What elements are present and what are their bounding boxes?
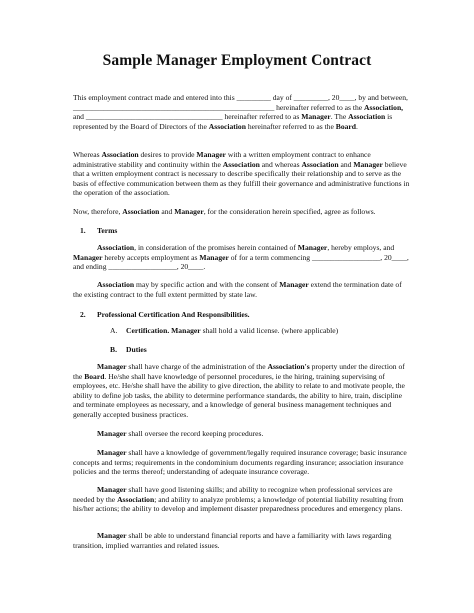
term-manager: Manager (196, 150, 226, 159)
term-association: Association's (267, 362, 310, 371)
terms-paragraph-2 (73, 280, 411, 299)
duties-label: Duties (126, 345, 147, 354)
text: believe that a written employment contract is necessary to describe specifically their relationship and to serve as the basis of effective communication between them as they fulfill their governance and administrative functions in the operation of the association. (73, 159, 410, 198)
text: and (159, 207, 175, 216)
text: ; and ability to analyze problems; a knowledge of potential liability resulting from his/her actions; the ability to develop and implement disaster preparedness procedures and emergency plans. (73, 494, 404, 514)
text: shall oversee the record keeping procedures. (126, 429, 264, 438)
term-manager: Manager (97, 362, 127, 371)
text: desires to provide (138, 150, 197, 159)
text: . He/she shall have knowledge of personnel procedures, ie the hiring, training supervising of employees, etc. He/she shall have the ability to give direction, the ability to relate to and motivate people, the ability to define job tasks, the ability to determine performance standards, the ability to hire, train, discipline and terminate employees as necessary, and a knowledge of general business management techniques and generally accepted business practices. (73, 371, 405, 419)
text: , in consideration of the promises herein contained of (134, 243, 298, 252)
term-association: Association (117, 494, 155, 504)
terms-paragraph-1 (73, 243, 411, 272)
text: shall hold a valid license. (where applicable) (200, 326, 339, 335)
document-title: Sample Manager Employment Contract (102, 52, 372, 69)
text: property under the direction of the (73, 362, 405, 381)
term-association: Association (348, 112, 386, 122)
term-manager: Manager (353, 159, 383, 169)
text: Whereas (73, 150, 102, 159)
text: shall be able to understand financial reports and have a familiarity with laws regarding transition, implied warranties and related issues. (73, 531, 392, 550)
term-manager: Manager (279, 280, 309, 289)
section-1-number: 1. (80, 226, 86, 235)
item-a-certification (110, 326, 338, 336)
therefore-paragraph (73, 207, 411, 217)
term-manager: Manager (97, 485, 127, 494)
term-board: Board (84, 371, 105, 381)
section-2-heading: Professional Certification And Responsibilities. (97, 310, 250, 319)
term-board: Board (335, 121, 357, 131)
text: hereinafter referred to as the (245, 121, 336, 131)
section-1-heading: Terms (97, 226, 118, 235)
term-association: Association (101, 150, 139, 159)
text: of for a term commencing __________________, 20____, and ending __________________, 20____. (73, 252, 409, 272)
text: . The (330, 112, 349, 122)
item-b-duties (110, 345, 147, 355)
term-association: Association (97, 243, 135, 252)
term-manager: Manager (174, 207, 204, 216)
term-manager: Manager (297, 243, 328, 252)
text: , hereby employs, and (327, 243, 395, 252)
term-manager: Manager (199, 252, 229, 262)
duties-paragraph-3 (73, 448, 411, 477)
text: and ____________________________________ hereinafter referred to as (73, 112, 302, 122)
duties-paragraph-4 (73, 485, 411, 514)
text: shall have charge of the administration of the (126, 362, 268, 371)
duties-paragraph-2 (73, 429, 411, 439)
text: shall have good listening skills; and ability to recognize when professional services are needed by the (73, 485, 393, 504)
term-association: Association, (364, 102, 404, 112)
text: Now, therefore, (73, 207, 123, 216)
term-manager: Manager (97, 531, 127, 540)
text: and (338, 159, 354, 169)
term-association: Association (222, 159, 260, 169)
whereas-paragraph (73, 150, 411, 198)
term-manager: Manager (97, 429, 127, 438)
term-association: Association (208, 121, 246, 131)
term-association: Association (97, 280, 135, 289)
text: may by specific action and with the consent of (134, 280, 280, 289)
text: . (356, 121, 358, 131)
certification-label: Certification. (126, 326, 170, 335)
section-2-number: 2. (80, 310, 86, 319)
text: is represented by the Board of Directors of the (73, 112, 393, 131)
text: This employment contract made and entered into this _________ day of _________, 20____, by and between, _____________________________________________________ hereinafter referred to as the (73, 93, 408, 112)
term-manager: Manager (301, 112, 331, 122)
item-b-letter: B. (110, 345, 117, 354)
term-association: Association (301, 159, 339, 169)
item-a-letter: A. (110, 326, 118, 335)
term-association: Association (122, 207, 160, 216)
term-manager: Manager (73, 252, 103, 262)
text: and whereas (259, 159, 302, 169)
duties-paragraph-5 (73, 531, 411, 550)
text: with a written employment contract to enhance administrative stability and continuity within the (73, 150, 371, 169)
intro-paragraph (73, 93, 411, 131)
duties-paragraph-1 (73, 362, 411, 420)
text: extend the termination date of the existing contract to the full extent permitted by state law. (73, 280, 402, 299)
term-manager: Manager (97, 448, 127, 457)
text: hereby accepts employment as (102, 252, 200, 262)
term-manager: Manager (171, 326, 201, 335)
text: shall have a knowledge of government/legally required insurance coverage; basic insurance concepts and terms; requirements in the condominium documents regarding insurance; association insurance policies and the terms thereof; understanding of adequate insurance coverage. (73, 448, 407, 477)
text: , for the consideration herein specified, agree as follows. (203, 207, 376, 216)
